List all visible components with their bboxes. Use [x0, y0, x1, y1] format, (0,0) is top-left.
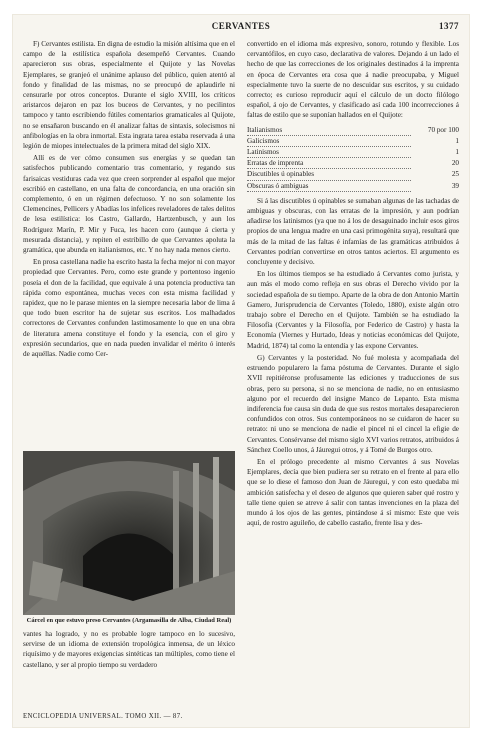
paragraph: Allí es de ver cómo consumen sus energías y se quedan tan satisfechos publicando comentario tras comentario, y regando sus farisaicas vestiduras cada vez que creen sorprender al español que mejor escribió en castellano, en una falta de concordancia, en una oración sin complemento, ó en un régimen defectuoso. Y no son solamente los Clemencines, Pellicers y Abadías los infelices reveladores de tales delitos de lesa estilística: los Castro, Gallardo, Hartzenbusch, y aun los Rodríguez Marín, P. Mir y Fuca, les hacen coro (aunque á cierta y mesurada distancia), y repiten el estribillo de que Cervantes apoluta la gramática, que abunda en italianismos, etc. Y no hay nada menos cierto.	[23, 154, 235, 255]
figure-caption: Cárcel en que estuvo preso Cervantes (Argamasilla de Alba, Ciudad Real)	[26, 617, 232, 624]
left-column-continuation	[23, 629, 235, 670]
errors-table	[247, 125, 459, 192]
paragraph: F) Cervantes estilista. En digna de estudio la misión altísima que en el campo de la estilística española desempeñó Cervantes. Cuando aparecieron sus obras, especialmente el Quijote y las Novelas Ejemplares, se granjeó el unánime aplauso del público, quien atentó al fondo y finalidad de las mismas, no se preocupó de aplaudirle ni censurarle por otros conceptos. Durante el siglo XVIII, los críticos aristarcos dejaron en paz los buceos de Cervantes, y no pecilintos tampoco y tanto escribiendo fútiles comentarios gramaticales al Quijote, no se ensañaron buscando en él analizar faltas de sintaxis, solecismos ni anfibologías en la obra inmortal. Esta ingrata tarea estaba reservada á una legión de miopes intelectuales de la primera mitad del siglo XIX.	[23, 40, 235, 151]
row-value: 39	[451, 181, 459, 190]
right-column	[247, 39, 459, 530]
paragraph: G) Cervantes y la posteridad. No fué molesta y acompañada del estruendo popularero la fama póstuma de Cervantes. Durante el siglo XVII repitiéronse profusamente las ediciones y traducciones de sus obras, pero su persona, si no se menciona de nadie, no en entusiasmo alguno por el recuerdo del insigne Manco de Lepanto. Esta misma indiferencia fue causa sin duda de que sus restos mortales desaparecieron confundidos con otros. Sus contemporáneos no se cuidaron de hacer su retrato: ni uno se menciona de nadie el pincel ni el cincel la efigie de Cervantes. Consérvanse del mismo siglo XVI varios retratos, atribuidos á Sánchez Coello unos, á Jáuregui otros, y á Tomé de Burgos otro.	[247, 353, 459, 454]
page-number: 1377	[439, 21, 459, 31]
row-value: 20	[451, 159, 459, 168]
row-value: 70 por 100	[427, 125, 459, 134]
table-row	[247, 158, 459, 169]
paragraph: Si á las discutibles ú opinables se sumaban algunas de las tachadas de ambiguas y obscuras, con las erratas de la impresión, y aun podrían añadirse los latinismos (ya que no á los de desaguinado incluir esos giros propios de una lengua madre en una casi primogénita suya), resultará que más de la mitad de las faltas é infamías de las gramáticas atribuidos á Cervantes podrían convertirse en otros tantos aciertos. El argumento es concluyente y decisivo.	[247, 196, 459, 267]
row-label: Galicismos	[247, 136, 411, 147]
table-row	[247, 181, 459, 192]
table-row	[247, 147, 459, 158]
paragraph: En el prólogo precedente al mismo Cervantes á sus Novelas Ejemplares, decía que bien pudiera ser su retrato en el frente al para ello que se lo diese el famoso don Juan de Jáuregui, y con esto quedaba mi ambición satisfecha y el deseo de algunos que quieren saber qué rostro y talle tiene quien se atreve á salir con tantas invenciones en la plaza del mundo á los ojos de las gentes, pintándose á sí mismo: Este que veis aquí, de rostro aguileño, de cabello castaño, frente lisa y des-	[247, 457, 459, 528]
row-label: Obscuras ó ambiguas	[247, 181, 411, 192]
table-row	[247, 169, 459, 180]
paragraph: vantes ha logrado, y no es probable logre tampoco en lo sucesivo, servirse de un idioma de extensión tropológica inmensa, de un léxico riquísimo y de mayores exigencias sintéticas tan múltiples, como tiene el castellano, y ser al propio tiempo su verdadero	[23, 630, 235, 669]
left-column	[23, 39, 235, 361]
row-value: 1	[455, 148, 459, 157]
row-label: Latinismos	[247, 147, 411, 158]
table-row	[247, 136, 459, 147]
row-label: Erratas de imprenta	[247, 158, 411, 169]
row-label: Italianismos	[247, 125, 411, 136]
row-value: 25	[451, 170, 459, 179]
row-label: Discutibles ú opinables	[247, 169, 411, 180]
table-row	[247, 125, 459, 136]
page-footer: ENCICLOPEDIA UNIVERSAL. TOMO XII. — 87.	[23, 713, 183, 720]
running-title: CERVANTES	[211, 21, 271, 31]
paragraph: En prosa castellana nadie ha escrito hasta la fecha mejor ni con mayor propiedad que Cervantes. Pero, como este grande y portentoso ingenio poseía el don de la facilidad, que equivale á una potencia productiva tan rápida como espontánea, muchas veces con esta misma facilidad y rapidez, que no le parase mientes en la siempre necesaria labor de lima á que todo buen escritor ha de sujetar sus escritos. Los malhadados correctores de Cervantes confunden lastimosamente lo que en una obra de literatura amena constituye el fondo y la esencia, con el giro y expresión secundarios, que en nada pueden invalidar el mérito ó interés de aquéllas. Nadie como Cer-	[23, 258, 235, 359]
prison-photo	[23, 451, 235, 615]
book-page	[12, 14, 470, 728]
page-header	[23, 21, 459, 35]
prison-vault-illustration	[23, 451, 235, 615]
paragraph: convertido en el idioma más expresivo, sonoro, rotundo y flexible. Los cervantófilos, en cuyo caso, declarativa de valores. Dejando á un lado el hecho de que las correcciones de los originales destinados á la imprenta en época de Cervantes era cosa que á nadie preocupaba, y Miguel especialmente tuvo la suerte de no descuidar sus escritos, y su cuidado correcto; es curioso reproducir aquí el cálculo de un docto filólogo español, á ojo de Cervantes, y clasificado así cada 100 incorrecciones á faltas de estilo que se suponían hallados en el Quijote:	[247, 40, 459, 120]
row-value: 1	[455, 136, 459, 145]
paragraph: En los últimos tiempos se ha estudiado á Cervantes como jurista, y aun más el modo como refleja en sus obras el Derecho vivido por la sociedad española de su tiempo. Aparte de la obra de don Antonio Martín Gamero, Jurisprudencia de Cervantes (Toledo, 1880), existe algún otro trabajo sobre el Derecho en el Quijote. También se ha estudiado la Filosofía (Cervantes y la Filosofía, por Federico de Castro) y hasta la Economía (Viernes y Hurtado, Ideas y noticias económicas del Quijote, Madrid, 1874) tal como la entendía y las expone Cervantes.	[247, 270, 459, 350]
